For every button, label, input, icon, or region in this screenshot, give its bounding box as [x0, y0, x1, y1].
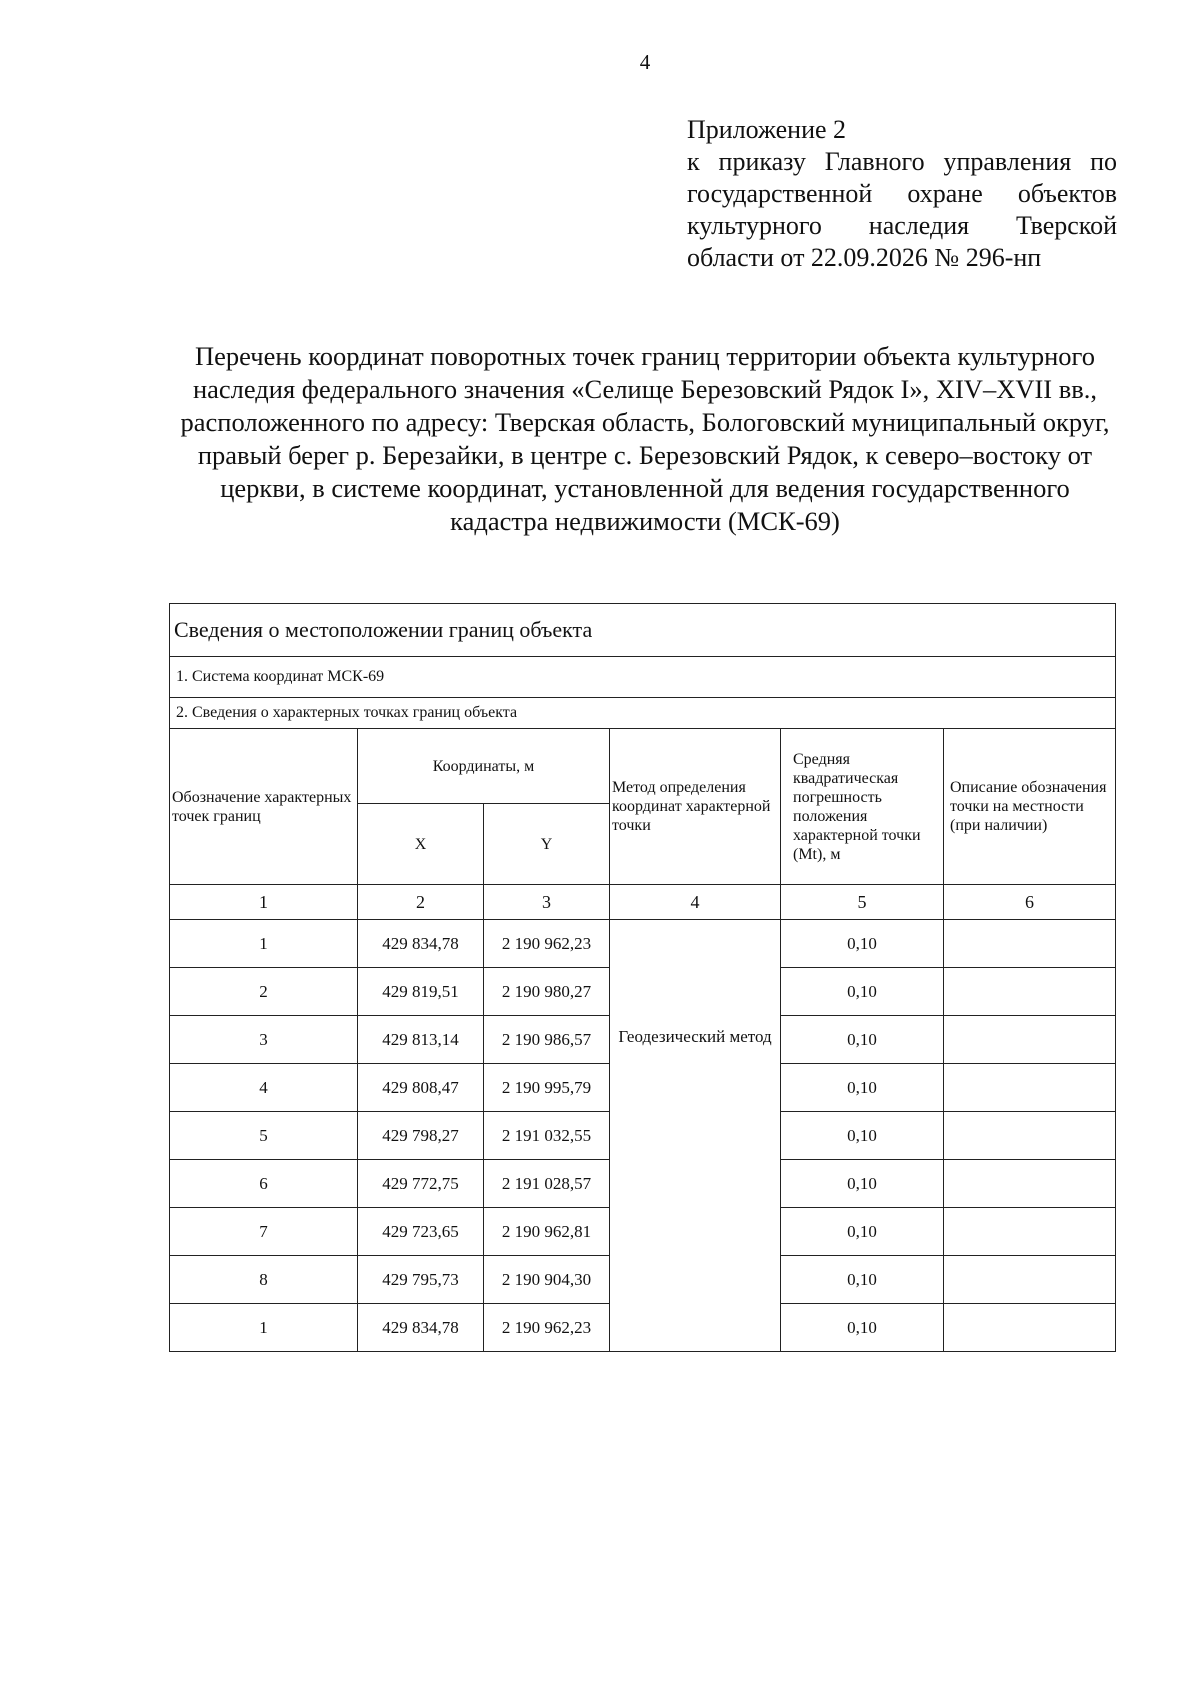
y-cell: 2 190 904,30: [484, 1256, 610, 1304]
column-number: 1: [170, 885, 358, 920]
x-cell: 429 723,65: [358, 1208, 484, 1256]
mt-cell: 0,10: [781, 1016, 944, 1064]
table-row: [170, 920, 1116, 968]
appendix-line: государственной охране объектов: [687, 179, 1117, 208]
mt-cell: 0,10: [781, 1064, 944, 1112]
method-cell: Геодезический метод: [610, 920, 781, 1352]
mt-cell: 0,10: [781, 1160, 944, 1208]
description-cell: [944, 1016, 1116, 1064]
x-cell: 429 834,78: [358, 920, 484, 968]
appendix-line: области от 22.09.2026 № 296-нп: [687, 243, 1042, 272]
description-cell: [944, 920, 1116, 968]
column-number: 2: [358, 885, 484, 920]
page-number: 4: [639, 50, 651, 74]
x-cell: 429 813,14: [358, 1016, 484, 1064]
x-cell: 429 834,78: [358, 1304, 484, 1352]
header-method: Метод определения координат характерной точки: [610, 729, 781, 885]
x-cell: 429 772,75: [358, 1160, 484, 1208]
mt-cell: 0,10: [781, 968, 944, 1016]
appendix-line: к приказу Главного управления по: [687, 147, 1117, 176]
header-coordinates: Координаты, м: [358, 729, 610, 804]
header-y: Y: [484, 804, 610, 885]
point-cell: 5: [170, 1112, 358, 1160]
y-cell: 2 190 986,57: [484, 1016, 610, 1064]
appendix-line: Приложение 2: [687, 115, 847, 144]
mt-cell: 0,10: [781, 920, 944, 968]
point-cell: 1: [170, 1304, 358, 1352]
point-cell: 4: [170, 1064, 358, 1112]
description-cell: [944, 1064, 1116, 1112]
header-description: Описание обозначения точки на местности (при наличии): [944, 729, 1116, 885]
header-designation: Обозначение характерных точек границ: [170, 729, 358, 885]
point-cell: 6: [170, 1160, 358, 1208]
description-cell: [944, 1160, 1116, 1208]
coord-system-row: 1. Система координат МСК-69: [170, 657, 1116, 698]
column-number: 3: [484, 885, 610, 920]
column-number-row: [170, 885, 1116, 920]
header-error: Средняя квадратическая погрешность положения характерной точки (Mt), м: [781, 729, 944, 885]
description-cell: [944, 1256, 1116, 1304]
x-cell: 429 819,51: [358, 968, 484, 1016]
appendix-block: [687, 114, 1117, 274]
header-x: X: [358, 804, 484, 885]
point-cell: 2: [170, 968, 358, 1016]
column-number: 6: [944, 885, 1116, 920]
mt-cell: 0,10: [781, 1256, 944, 1304]
mt-cell: 0,10: [781, 1208, 944, 1256]
coordinates-table-container: [169, 603, 1115, 1352]
y-cell: 2 190 962,81: [484, 1208, 610, 1256]
y-cell: 2 191 028,57: [484, 1160, 610, 1208]
x-cell: 429 798,27: [358, 1112, 484, 1160]
mt-cell: 0,10: [781, 1304, 944, 1352]
column-number: 4: [610, 885, 781, 920]
y-cell: 2 190 995,79: [484, 1064, 610, 1112]
description-cell: [944, 1208, 1116, 1256]
point-cell: 8: [170, 1256, 358, 1304]
point-cell: 3: [170, 1016, 358, 1064]
section-title: Сведения о местоположении границ объекта: [170, 604, 1116, 657]
point-cell: 1: [170, 920, 358, 968]
x-cell: 429 808,47: [358, 1064, 484, 1112]
mt-cell: 0,10: [781, 1112, 944, 1160]
coordinates-table: [169, 603, 1116, 1352]
description-cell: [944, 968, 1116, 1016]
x-cell: 429 795,73: [358, 1256, 484, 1304]
y-cell: 2 191 032,55: [484, 1112, 610, 1160]
description-cell: [944, 1112, 1116, 1160]
y-cell: 2 190 962,23: [484, 920, 610, 968]
y-cell: 2 190 962,23: [484, 1304, 610, 1352]
y-cell: 2 190 980,27: [484, 968, 610, 1016]
appendix-line: культурного наследия Тверской: [687, 211, 1117, 240]
column-number: 5: [781, 885, 944, 920]
points-info-row: 2. Сведения о характерных точках границ объекта: [170, 698, 1116, 729]
description-cell: [944, 1304, 1116, 1352]
document-title: Перечень координат поворотных точек границ территории объекта культурного наследия федерального значения «Селище Березовский Рядок I», XIV–XVII вв., расположенного по адресу: Тверская область, Бологовский муниципальный округ, правый берег р. Березайки, в центре с. Березовский Рядок, к северо–востоку от церкви, в системе координат, установленной для ведения государственного кадастра недвижимости (МСК-69): [180, 341, 1110, 536]
point-cell: 7: [170, 1208, 358, 1256]
